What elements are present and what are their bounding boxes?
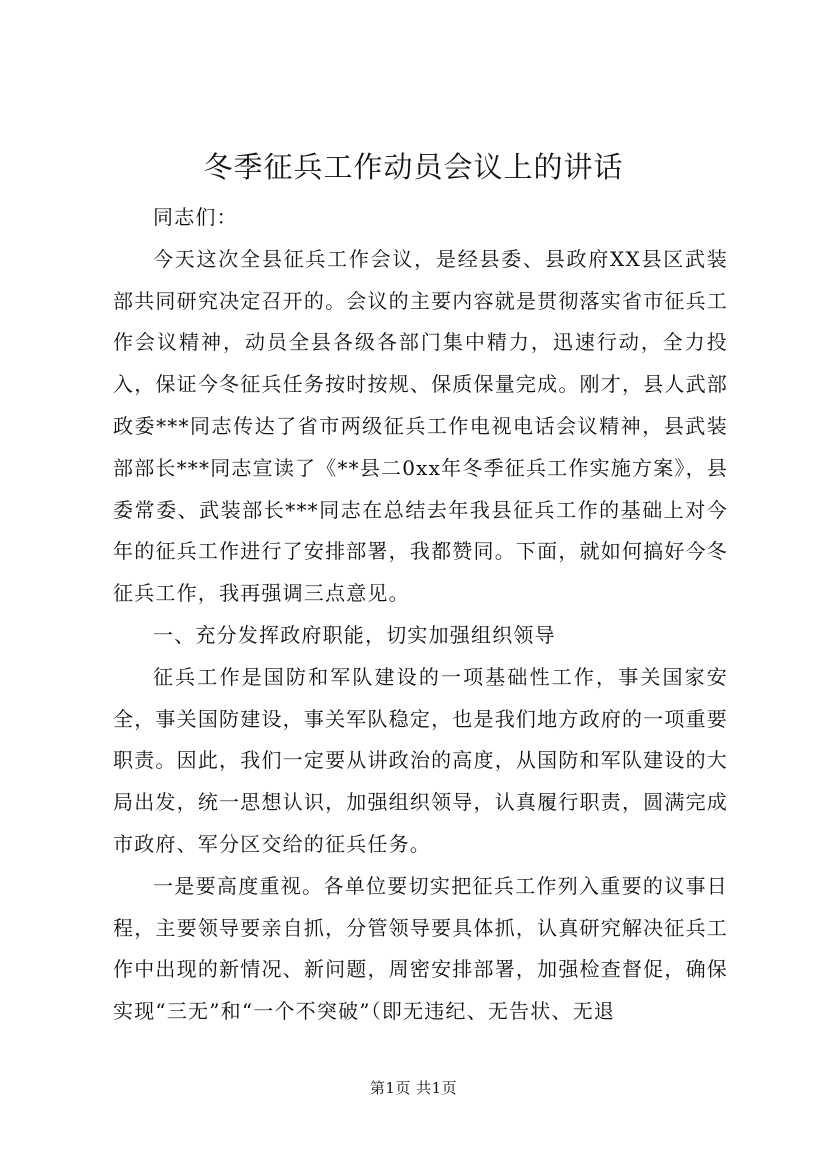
paragraph-intro: 今天这次全县征兵工作会议，是经县委、县政府XX县区武装部共同研究决定召开的。会议的主要内容就是贯彻落实省市征兵工作会议精神，动员全县各级各部门集中精力，迅速行动，全力投入，保证今冬征兵任务按时按规、保质保量完成。刚才，县人武部政委***同志传达了省市两级征兵工作电视电话会议精神，县武装部部长***同志宣读了《**县二0xx年冬季征兵工作实施方案》，县委常委、武装部长***同志在总结去年我县征兵工作的基础上对今年的征兵工作进行了安排部署，我都赞同。下面，就如何搞好今冬征兵工作，我再强调三点意见。 [113,246,728,606]
section-heading-1: 一、充分发挥政府职能，切实加强组织领导 [153,622,556,647]
paragraph-salutation: 同志们： [153,205,238,229]
page-title: 冬季征兵工作动员会议上的讲话 [203,150,624,184]
document-body [113,197,728,1033]
paragraph-section-1: 征兵工作是国防和军队建设的一项基础性工作，事关国家安全，事关国防建设，事关军队稳定，也是我们地方政府的一项重要职责。因此，我们一定要从讲政治的高度，从国防和军队建设的大局出发，统一思想认识，加强组织领导，认真履行职责，圆满完成市政府、军分区交给的征兵任务。 [113,664,728,856]
page-footer: 第1页 共1页 [369,1079,458,1097]
paragraph-point-1: 一是要高度重视。各单位要切实把征兵工作列入重要的议事日程，主要领导要亲自抓，分管领导要具体抓，认真研究解决征兵工作中出现的新情况、新问题，周密安排部署，加强检查督促，确保实现“三无”和“一个不突破”（即无违纪、无告状、无退 [113,873,728,1024]
